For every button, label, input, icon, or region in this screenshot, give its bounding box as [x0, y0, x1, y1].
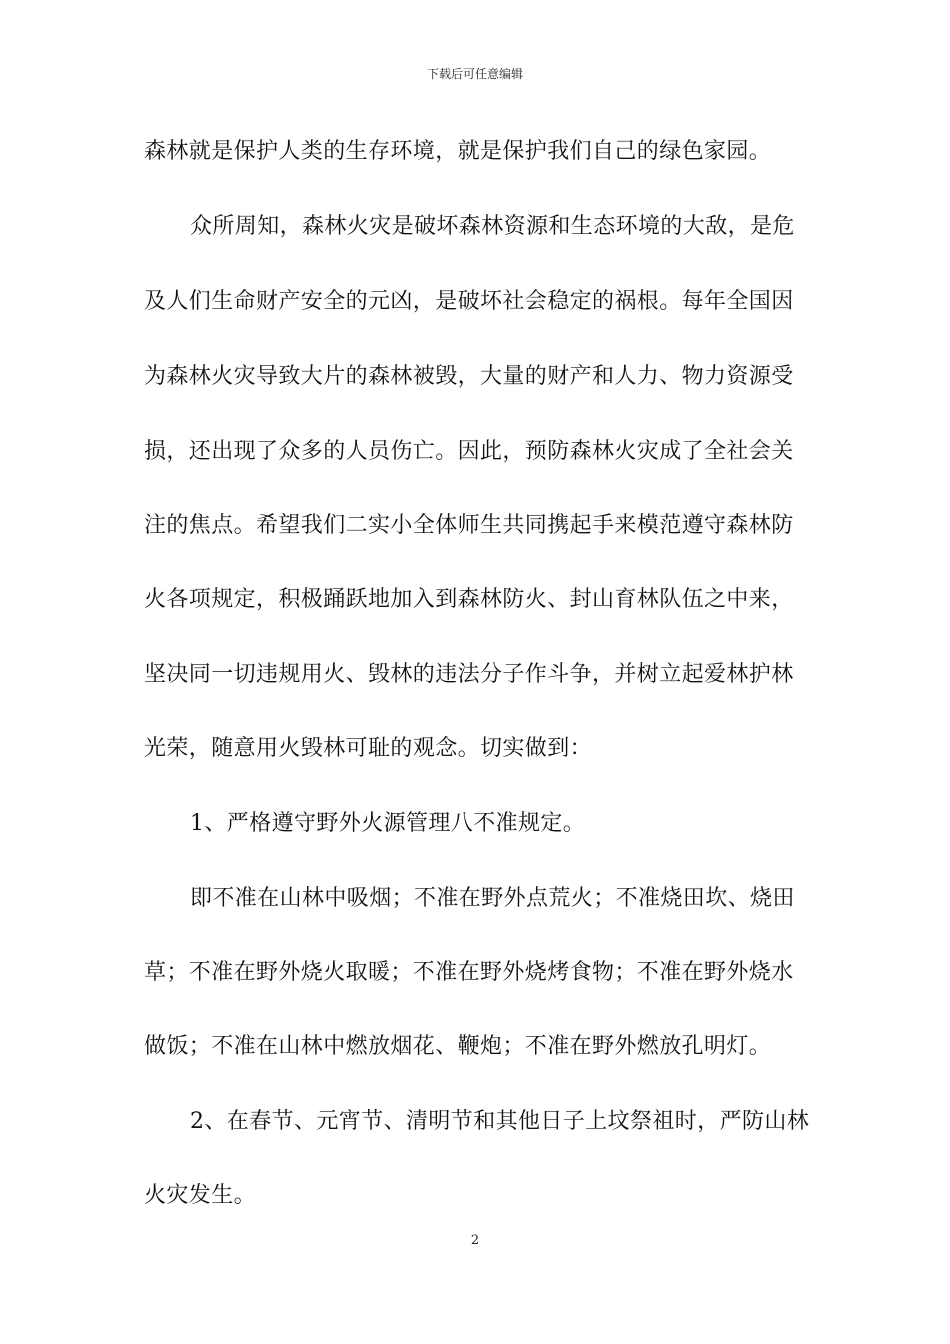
paragraph-line-5: 注的焦点。希望我们二实小全体师生共同携起手来模范遵守森林防	[144, 513, 794, 538]
rule-1-detail-line-2: 草；不准在野外烧火取暖；不准在野外烧烤食物；不准在野外烧水	[144, 960, 794, 985]
page-header: 下载后可任意编辑	[426, 67, 523, 81]
paragraph-line-3: 为森林火灾导致大片的森林被毁，大量的财产和人力、物力资源受	[144, 364, 794, 389]
rule-1-heading: 1、严格遵守野外火源管理八不准规定。	[190, 811, 586, 836]
rule-2-line-1: 2、在春节、元宵节、清明节和其他日子上坟祭祖时，严防山林	[190, 1109, 810, 1134]
paragraph-line-2: 及人们生命财产安全的元凶，是破坏社会稳定的祸根。每年全国因	[144, 289, 794, 314]
paragraph-line-4: 损，还出现了众多的人员伤亡。因此，预防森林火灾成了全社会关	[144, 439, 794, 464]
rule-2-line-2: 火灾发生。	[144, 1183, 257, 1208]
rule-1-detail-line-1: 即不准在山林中吸烟；不准在野外点荒火；不准烧田坎、烧田	[190, 886, 795, 911]
body-line-1: 森林就是保护人类的生存环境，就是保护我们自己的绿色家园。	[144, 139, 772, 164]
paragraph-line-1: 众所周知，森林火灾是破坏森林资源和生态环境的大敌，是危	[190, 214, 795, 239]
page-number: 2	[470, 1233, 480, 1248]
paragraph-line-6: 火各项规定，积极踊跃地加入到森林防火、封山育林队伍之中来，	[144, 587, 794, 612]
rule-1-detail-line-3: 做饭；不准在山林中燃放烟花、鞭炮；不准在野外燃放孔明灯。	[144, 1034, 772, 1059]
paragraph-line-8: 光荣，随意用火毁林可耻的观念。切实做到：	[144, 736, 593, 761]
paragraph-line-7: 坚决同一切违规用火、毁林的违法分子作斗争，并树立起爱林护林	[144, 662, 794, 687]
